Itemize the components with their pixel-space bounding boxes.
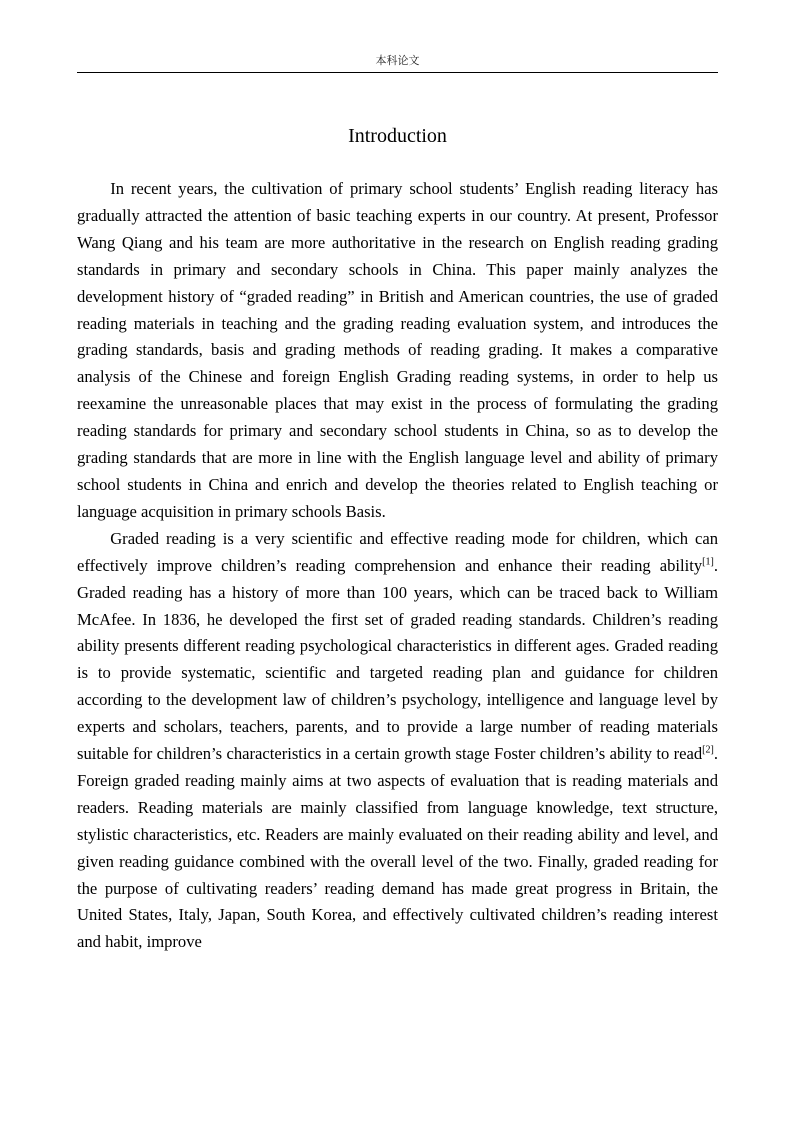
paragraph-1: In recent years, the cultivation of primary school students’ English reading literacy has gradually attracted the attention of basic teaching experts in our country. At present, Professor Wang Qiang and his team are more authoritative in the research on English reading grading standards in primary and secondary schools in China. This paper mainly analyzes the development history of “graded reading” in British and American countries, the use of graded reading materials in teaching and the grading reading evaluation system, and introduces the grading standards, basis and grading methods of reading grading. It makes a comparative analysis of the Chinese and foreign English Grading reading systems, in order to help us reexamine the unreasonable places that may exist in the process of formulating the grading reading standards for primary and secondary school students in China, so as to develop the grading standards that are more in line with the English language level and ability of primary school students in China and enrich and develop the theories related to English teaching or language acquisition in primary schools Basis. — [77, 179, 718, 521]
paragraph-2 — [77, 526, 718, 957]
citation-2[interactable]: [2] — [702, 744, 714, 756]
paragraph-2-part-c: . Foreign graded reading mainly aims at two aspects of evaluation that is reading materials and readers. Reading materials are mainly classified from language knowledge, text structure, stylistic characteristics, etc. Readers are mainly evaluated on their reading ability and level, and given reading guidance combined with the overall level of the two. Finally, graded reading for the purpose of cultivating readers’ reading demand has made great progress in Britain, the United States, Italy, Japan, South Korea, and effectively cultivated children’s reading interest and habit, improve — [77, 744, 718, 952]
body-text — [77, 176, 718, 956]
running-header: 本科论文 — [77, 52, 718, 73]
paragraph-2-part-a: Graded reading is a very scientific and effective reading mode for children, which can effectively improve children’s reading comprehension and enhance their reading ability — [77, 528, 718, 575]
paragraph-2-part-b: . Graded reading has a history of more than 100 years, which can be traced back to William McAfee. In 1836, he developed the first set of graded reading standards. Children’s reading ability presents different reading psychological characteristics in different ages. Graded reading is to provide systematic, scientific and targeted reading plan and guidance for children according to the development law of children’s psychology, intelligence and language level by experts and scholars, teachers, parents, and to provide a large number of reading materials suitable for children’s characteristics in a certain growth stage Foster children’s ability to read — [77, 555, 718, 764]
citation-1[interactable]: [1] — [702, 556, 714, 568]
section-title: Introduction — [348, 125, 447, 147]
